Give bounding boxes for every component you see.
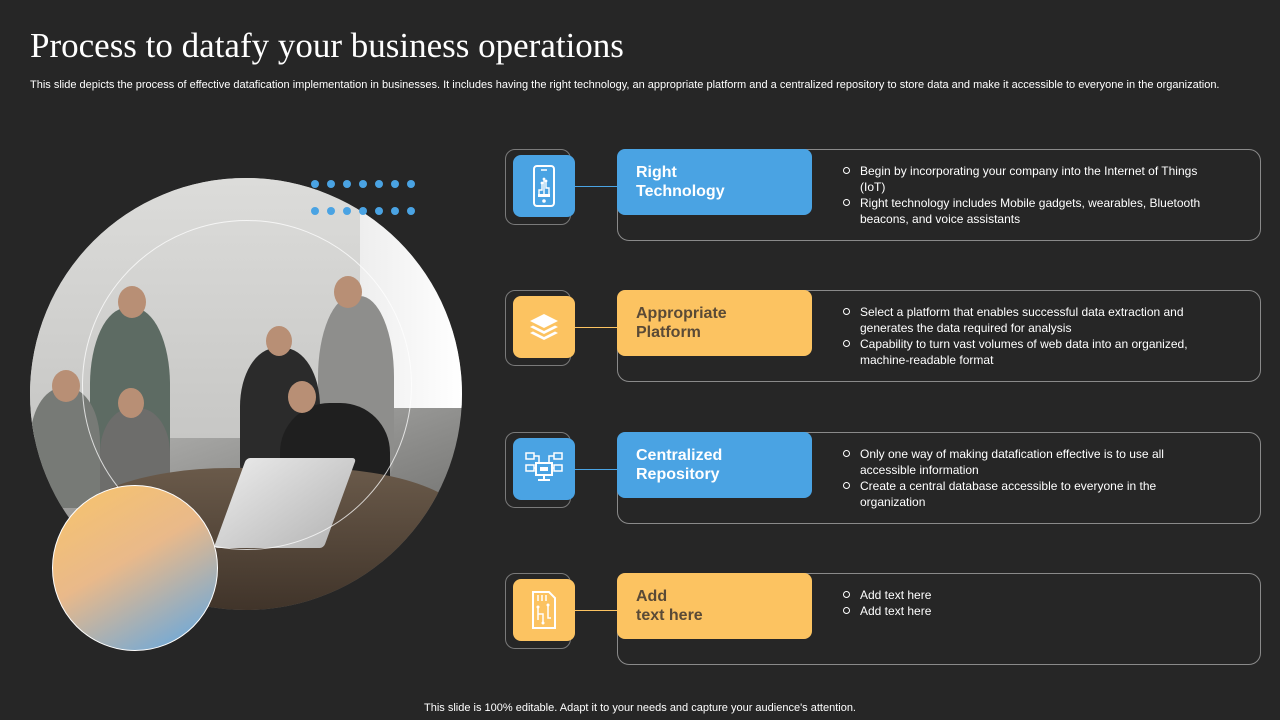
bullet-item: Right technology includes Mobile gadgets, wearables, Bluetooth beacons, and voice assistants [843,195,1213,227]
page-title: Process to datafy your business operations [30,26,624,65]
bullet-item: Select a platform that enables successful data extraction and generates the data required for analysis [843,304,1213,336]
step-add-text-here [505,573,1265,667]
bullet-item: Add text here [843,587,1213,603]
step-right-technology [505,149,1265,243]
step-label: Right Technology [617,149,812,215]
step-bullets [843,304,1213,368]
bullet-item: Add text here [843,603,1213,619]
connector-line [575,610,617,611]
step-label: Appropriate Platform [617,290,812,356]
connector-line [575,327,617,328]
bullet-item: Only one way of making datafication effective is to use all accessible information [843,446,1213,478]
layers-icon [513,296,575,358]
decorative-gradient-circle [52,485,218,651]
bullet-item: Begin by incorporating your company into the Internet of Things (IoT) [843,163,1213,195]
step-appropriate-platform [505,290,1265,384]
mobile-iot-icon [513,155,575,217]
sd-card-icon [513,579,575,641]
step-label: Add text here [617,573,812,639]
photo-head [52,370,80,402]
step-centralized-repository [505,432,1265,526]
decorative-dot-grid [311,180,423,224]
footer-note: This slide is 100% editable. Adapt it to your needs and capture your audience's attention. [424,702,856,714]
connector-line [575,186,617,187]
bullet-item: Capability to turn vast volumes of web data into an organized, machine-readable format [843,336,1213,368]
step-label: Centralized Repository [617,432,812,498]
step-bullets [843,587,1213,619]
step-bullets [843,163,1213,227]
page-subtitle: This slide depicts the process of effective datafication implementation in businesses. It includes having the right technology, an appropriate platform and a centralized repository to store data and make it accessible to everyone in the organization. [30,79,1220,91]
network-monitor-icon [513,438,575,500]
step-bullets [843,446,1213,510]
bullet-item: Create a central database accessible to everyone in the organization [843,478,1213,510]
connector-line [575,469,617,470]
